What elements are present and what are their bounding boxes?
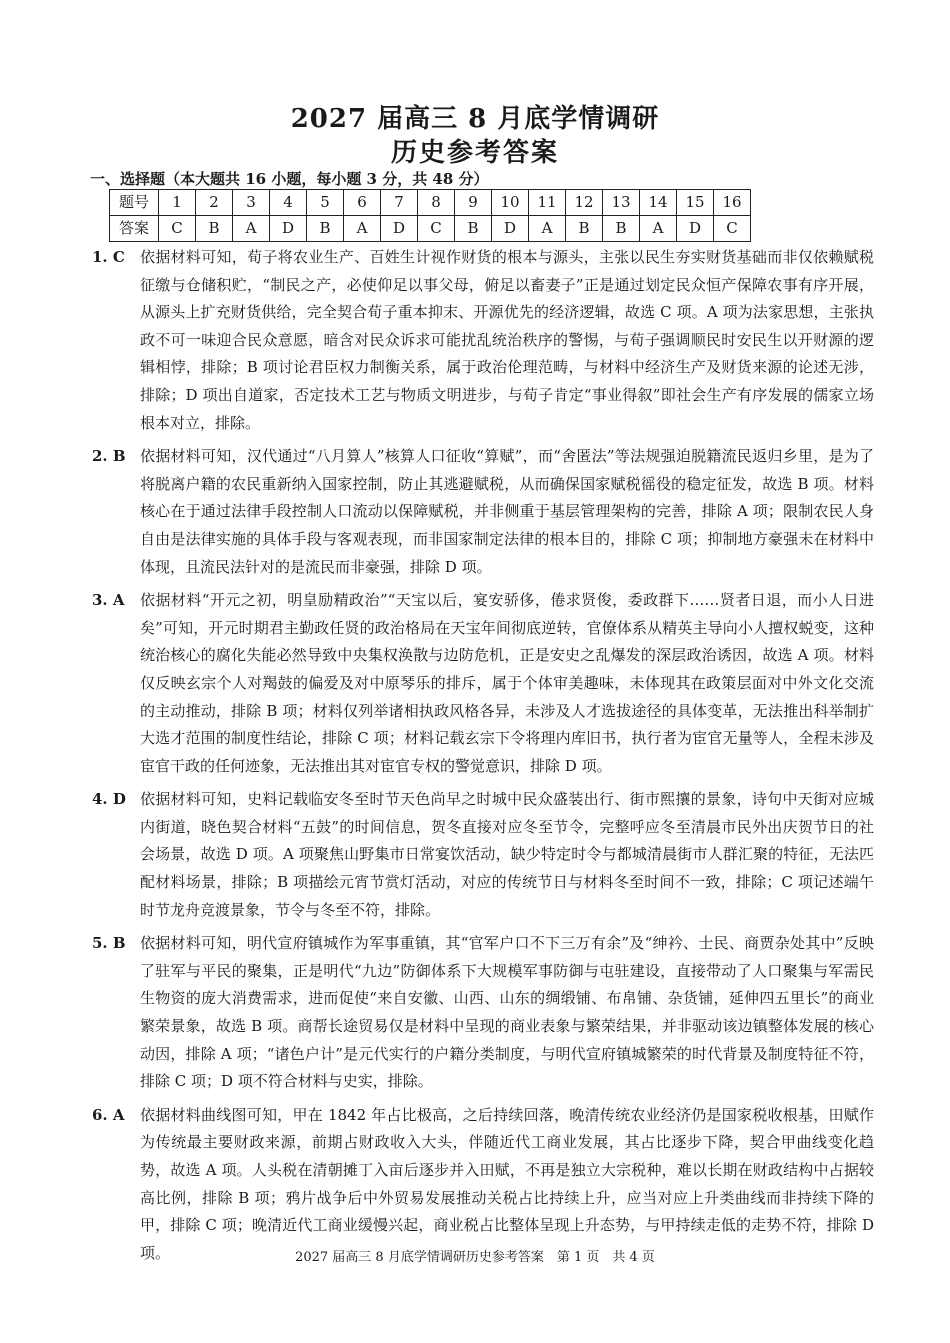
question-number-cell: 16 (714, 190, 751, 216)
explanation-number: 1. C (92, 248, 125, 266)
explanation-number: 4. D (92, 790, 126, 809)
answer-cell: D (677, 216, 714, 242)
answer-cell: D (270, 216, 307, 242)
question-number-row (110, 190, 751, 216)
answer-cell: B (307, 216, 344, 242)
answer-cell: B (455, 216, 492, 242)
explanation-number: 5. B (92, 934, 126, 953)
document-subtitle: 历史参考答案 (390, 138, 559, 168)
explanation-item (92, 443, 874, 581)
explanation-text: 依据材料“开元之初，明皇励精政治”“天宝以后，宴安骄侈，倦求贤俊，委政群下……贤者日退，而小人日进矣”可知，开元时期君主勤政任贤的政治格局在天宝年间彻底逆转，官僚体系从精英主导向小人擅权蜕变，这种统治核心的腐化失能必然导致中央集权涣散与边防危机，正是安史之乱爆发的深层政治诱因，故选 A 项。材料仅反映玄宗个人对羯鼓的偏爱及对中原琴乐的排斥，属于个体审美趣味，未体现其在政策层面对中外文化交流的主动推动，排除 B 项；材料仅列举诸相执政风格各异，未涉及人才选拔途径的具体变革，无法推出科举制扩大选才范围的制度性结论，排除 C 项；材料记载玄宗下令将理内库旧书，执行者为宦官无量等人，全程未涉及宦官干政的任何迹象，无法推出其对宦官专权的警觉意识，排除 D 项。 (140, 591, 874, 775)
explanation-item (92, 244, 874, 437)
explanation-text: 依据材料可知，荀子将农业生产、百姓生计视作财货的根本与源头，主张以民生夯实财货基础而非仅依赖赋税征缴与仓储积贮，“制民之产，必使仰足以事父母，俯足以畜妻子”正是通过划定民众恒产保障农事有序开展，从源头上扩充财货供给，完全契合荀子重本抑末、开源优先的经济逻辑，故选 C 项。A 项为法家思想，主张执政不可一味迎合民众意愿，暗含对民众诉求可能扰乱统治秩序的警惕，与荀子强调顺民时安民生以开财源的逻辑相悖，排除；B 项讨论君臣权力制衡关系，属于政治伦理范畴，与材料中经济生产及财货来源的论述无涉，排除；D 项出自道家，否定技术工艺与物质文明进步，与荀子肯定“事业得叙”即社会生产有序发展的儒家立场根本对立，排除。 (140, 248, 874, 432)
explanation-item (92, 786, 874, 924)
section-heading: 一、选择题（本大题共 16 小题，每小题 3 分，共 48 分） (90, 170, 489, 188)
question-number-cell: 15 (677, 190, 714, 216)
explanation-item (92, 1102, 874, 1268)
question-number-cell: 6 (344, 190, 381, 216)
question-number-cell: 1 (159, 190, 196, 216)
explanation-list (92, 244, 874, 1273)
answer-table (109, 189, 751, 242)
answer-cell: C (159, 216, 196, 242)
question-number-cell: 12 (566, 190, 603, 216)
explanation-number: 6. A (92, 1105, 125, 1124)
document-title: 2027 届高三 8 月底学情调研 (290, 104, 660, 134)
question-number-cell: 3 (233, 190, 270, 216)
explanation-text: 依据材料可知，史料记载临安冬至时节天色尚早之时城中民众盛装出行、街市熙攘的景象，诗句中天街对应城内街道，晓色契合材料“五鼓”的时间信息，贺冬直接对应冬至节令，完整呼应冬至清晨市民外出庆贺节日的社会场景，故选 D 项。A 项聚焦山野集市日常宴饮活动，缺少特定时令与都城清晨街市人群汇聚的特征，无法匹配材料场景，排除；B 项描绘元宵节赏灯活动，对应的传统节日与材料冬至时间不一致，排除；C 项记述端午时节龙舟竞渡景象，节令与冬至不符，排除。 (140, 790, 874, 919)
question-number-cell: 2 (196, 190, 233, 216)
question-number-cell: 11 (529, 190, 566, 216)
question-number-cell: 8 (418, 190, 455, 216)
explanation-number: 2. B (92, 447, 126, 466)
page-footer: 2027 届高三 8 月底学情调研历史参考答案 第 1 页 共 4 页 (295, 1250, 655, 1265)
explanation-text: 依据材料可知，汉代通过“八月算人”核算人口征收“算赋”，而“舍匿法”等法规强迫脱籍流民返归乡里，是为了将脱离户籍的农民重新纳入国家控制，防止其逃避赋税，从而确保国家赋税徭役的稳定征发，故选 B 项。材料核心在于通过法律手段控制人口流动以保障赋税，并非侧重于基层管理架构的完善，排除 A 项；限制农民人身自由是法律实施的具体手段与客观表现，而非国家制定法律的根本目的，排除 C 项；抑制地方豪强未在材料中体现，且流民法针对的是流民而非豪强，排除 D 项。 (140, 447, 874, 576)
answer-cell: A (640, 216, 677, 242)
answer-cell: A (233, 216, 270, 242)
question-number-cell: 4 (270, 190, 307, 216)
question-number-cell: 10 (492, 190, 529, 216)
answer-cell: A (529, 216, 566, 242)
explanation-item (92, 587, 874, 780)
answer-cell: B (566, 216, 603, 242)
answer-cell: C (418, 216, 455, 242)
explanation-text: 依据材料曲线图可知，甲在 1842 年占比极高，之后持续回落，晚清传统农业经济仍是国家税收根基，田赋作为传统最主要财政来源，前期占财政收入大头，伴随近代工商业发展，其占比逐步下降，契合甲曲线变化趋势，故选 A 项。人头税在清朝摊丁入亩后逐步并入田赋，不再是独立大宗税种，难以长期在财政结构中占据较高比例，排除 B 项；鸦片战争后中外贸易发展推动关税占比持续上升，应当对应上升类曲线而非持续下降的甲，排除 C 项；晚清近代工商业缓慢兴起，商业税占比整体呈现上升态势，与甲持续走低的走势不符，排除 D 项。 (140, 1105, 874, 1262)
answer-row (110, 216, 751, 242)
question-number-cell: 9 (455, 190, 492, 216)
answer-cell: D (381, 216, 418, 242)
question-number-cell: 5 (307, 190, 344, 216)
row-label-answer: 答案 (110, 216, 159, 242)
answer-cell: B (196, 216, 233, 242)
answer-cell: C (714, 216, 751, 242)
answer-cell: D (492, 216, 529, 242)
explanation-number: 3. A (92, 591, 125, 610)
answer-cell: B (603, 216, 640, 242)
question-number-cell: 7 (381, 190, 418, 216)
question-number-cell: 14 (640, 190, 677, 216)
row-label-question: 题号 (110, 190, 159, 216)
explanation-text: 依据材料可知，明代宣府镇城作为军事重镇，其“官军户口不下三万有余”及“绅衿、士民、商贾杂处其中”反映了驻军与平民的聚集，正是明代“九边”防御体系下大规模军事防御与屯驻建设，直接带动了人口聚集与军需民生物资的庞大消费需求，进而促使“来自安徽、山西、山东的绸缎铺、布帛铺、杂货铺，延伸四五里长”的商业繁荣景象，故选 B 项。商帮长途贸易仅是材料中呈现的商业表象与繁荣结果，并非驱动该边镇整体发展的核心动因，排除 A 项；“诸色户计”是元代实行的户籍分类制度，与明代宣府镇城繁荣的时代背景及制度特征不符，排除 C 项；D 项不符合材料与史实，排除。 (140, 934, 874, 1091)
explanation-item (92, 930, 874, 1096)
answer-cell: A (344, 216, 381, 242)
question-number-cell: 13 (603, 190, 640, 216)
